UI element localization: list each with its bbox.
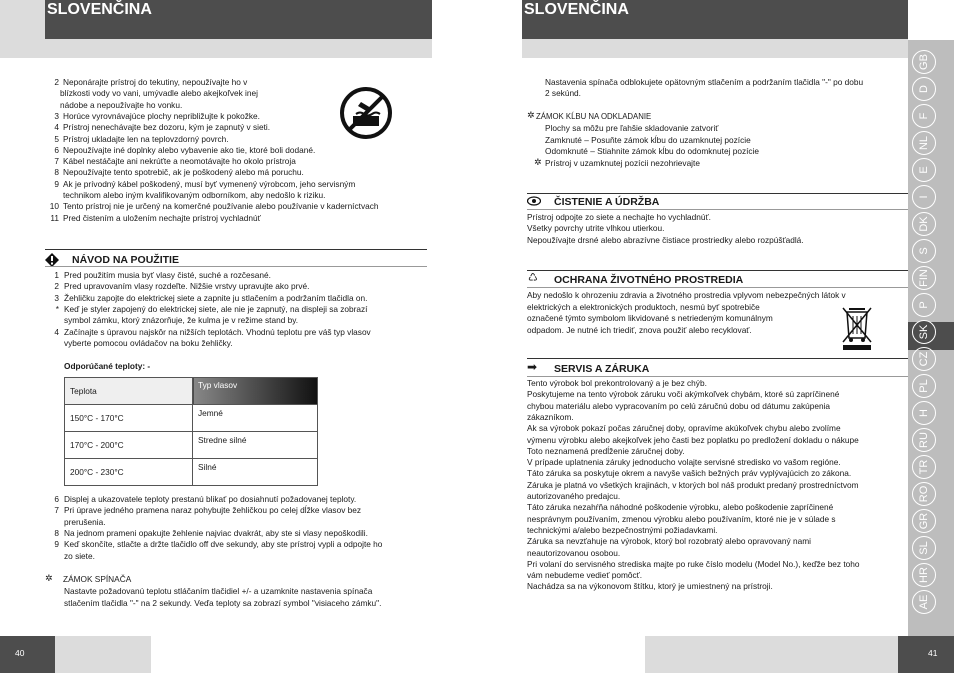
right-header-title: SLOVENČINA [524, 1, 629, 18]
cleaning-section-title: ČISTENIE A ÚDRŽBA [554, 196, 660, 208]
left-footer-dark [0, 636, 55, 673]
list-item-text: Žehličku zapojte do elektrickej siete a zapnite ju stlačením a podržaním tlačidla on. [64, 292, 368, 303]
language-tab-cz[interactable]: CZ [912, 347, 936, 371]
service-line: chybou materiálu alebo vypracovaním po celú záručnú dobu od dátumu zakúpenia [527, 400, 831, 411]
sun-lock-icon: ✲ [45, 573, 53, 583]
language-tab-sk[interactable]: SK [912, 320, 936, 344]
joint-line: Plochy sa môžu pre ľahšie skladovanie zatvoriť [545, 123, 719, 133]
environment-section-title: OCHRANA ŽIVOTNÉHO PROSTREDIA [554, 274, 744, 286]
list-item-number: 11 [50, 212, 59, 223]
service-line: vám nebudeme vedieť pomôcť. [527, 570, 643, 581]
switch-lock-title: ZÁMOK SPÍNAČA [63, 574, 132, 584]
joint-line: Zamknuté – Posuňte zámok kĺbu do uzamknutej pozície [545, 135, 751, 145]
usage-section-rule [45, 249, 427, 250]
service-line: Táto záruka nezahŕňa náhodné poškodenie výrobku, alebo poškodenie zapríčinené [527, 502, 834, 513]
list-item-text: blízkosti vody vo vani, umývadle alebo akejkoľvek inej [60, 88, 258, 99]
service-underline [527, 376, 908, 377]
clean-line: Prístroj odpojte zo siete a nechajte ho vychladnúť. [527, 212, 711, 222]
list-item-number: 2 [54, 281, 59, 292]
list-item-number: 1 [54, 270, 59, 280]
table-cell: Silné [193, 459, 318, 486]
list-item-text: Keď je styler zapojený do elektrickej siete, ale nie je zapnutý, na displeji sa zobrazí [64, 303, 368, 314]
table-cell: Jemné [193, 405, 318, 432]
language-tab-ro[interactable]: RO [912, 482, 936, 506]
table-cell: 170°C - 200°C [65, 432, 193, 459]
language-tab-tr[interactable]: TR [912, 455, 936, 479]
list-item-text: Kábel nestáčajte ani nekrúťte a neomotávajte ho okolo prístroja [63, 156, 296, 167]
language-tab-e[interactable]: E [912, 158, 936, 182]
language-tab-ae[interactable]: AE [912, 590, 936, 614]
list-item-text: Ak je prívodný kábel poškodený, musí byť vymenený výrobcom, jeho servisným [63, 178, 356, 189]
list-item-text: Horúce vyrovnávajúce plochy nepribližujte k pokožke. [63, 110, 260, 121]
clean-underline [527, 209, 908, 210]
service-line: Pri volaní do servisného strediska majte po ruke číslo modelu (Model No.), keďže bez toho [527, 558, 860, 569]
list-item-number: 10 [49, 201, 59, 212]
table-cell: Stredne silné [193, 432, 318, 459]
list-item-number: 4 [54, 326, 59, 337]
language-tab-p[interactable]: P [912, 293, 936, 317]
service-line: Poskytujeme na tento výrobok záruku voči akýmkoľvek chybám, ktoré sú zapríčinené [527, 389, 840, 400]
list-item-text: Neponárajte prístroj do tekutiny, nepoužívajte ho v [63, 77, 248, 87]
switch-lock-line: stlačením tlačidla "-" na 2 sekundy. Veďa teploty sa zobrazí symbol "visiaceho zámku". [64, 598, 382, 608]
env-line: Aby nedošlo k ohrozeniu zdravia a životného prostredia vplyvom nebezpečných látok v [527, 290, 846, 300]
service-line: Táto záruka sa poskytuje okrem a navyše vašich bežných práv vyplývajúcich zo zákona. [527, 468, 852, 479]
language-tab-s[interactable]: S [912, 239, 936, 263]
clean-line: Nepoužívajte drsné alebo abrazívne čistiace prostriedky alebo rozpúšťadlá. [527, 235, 804, 245]
usage-section-underline [45, 266, 427, 267]
list-item-number: 9 [54, 178, 59, 189]
env-underline [527, 287, 908, 288]
switch-lock-line: Nastavte požadovanú teplotu stláčaním tlačidiel +/- a uzamknite nastavenia spínača [64, 586, 373, 596]
service-rule [527, 358, 908, 359]
language-tab-h[interactable]: H [912, 401, 936, 425]
service-line: Záruka sa nevzťahuje na výrobok, ktorý bol rozobratý alebo opravovaný nami [527, 536, 811, 547]
list-item-text: Pred použitím musia byť vlasy čisté, suché a rozčesané. [64, 270, 271, 280]
table-header-row [65, 378, 318, 405]
list-item-number: * [55, 303, 59, 314]
intro-line: Nastavenia spínača odblokujete opätovným stlačením a podržaním tlačidla "-" po dobu [545, 77, 864, 87]
list-item-text: Pred upravovaním vlasy rozdeľte. Nižšie vrstvy upravujte ako prvé. [64, 281, 310, 292]
list-item-text: Na jednom prameni opakujte žehlenie najviac dvakrát, aby ste si vlasy nepoškodili. [64, 527, 368, 538]
left-page-header [45, 0, 432, 39]
language-tab-hr[interactable]: HR [912, 563, 936, 587]
list-item-text: Pred čistením a uložením nechajte prístroj vychladnúť [63, 212, 261, 223]
list-item-number: 2 [54, 77, 59, 87]
warning-icon [45, 253, 59, 267]
table-header-cell: Typ vlasov [193, 378, 318, 405]
sun-lock-icon: ✲ [527, 110, 535, 120]
list-item-number: 6 [54, 494, 59, 504]
joint-lock-title: ZÁMOK KĹBU NA ODKLADANIE [536, 112, 652, 121]
list-item-number: 3 [54, 110, 59, 121]
list-item-text: technikom alebo iným kvalifikovaným odborníkom, aby nedošlo k riziku. [63, 190, 326, 200]
list-item-number: 3 [54, 292, 59, 303]
list-item-text: Displej a ukazovatele teploty prestanú blikať po dosiahnutí požadovanej teploty. [64, 494, 357, 504]
list-item-number: 8 [54, 167, 59, 178]
language-tab-nl[interactable]: NL [912, 131, 936, 155]
service-line: neautorizovanou osobou. [527, 547, 621, 558]
table-row [65, 432, 318, 459]
table-cell: 150°C - 170°C [65, 405, 193, 432]
temperature-table [64, 377, 318, 486]
joint-line: Odomknuté – Stiahnite zámok kĺbu do odomknutej pozície [545, 146, 759, 156]
language-tab-sl[interactable]: SL [912, 536, 936, 560]
list-item-text: prerušenia. [64, 516, 106, 527]
arrow-right-icon: ➡ [527, 360, 538, 374]
table-row [65, 405, 318, 432]
list-item-text: nádobe a nepoužívajte ho vonku. [60, 99, 183, 110]
list-item-number: 6 [54, 144, 59, 155]
weee-bin-icon [840, 304, 874, 350]
language-tab-gb[interactable]: GB [912, 50, 936, 74]
service-line: výmenu výrobku alebo akejkoľvek jeho časti bez poplatku po predložení dokladu o nákupe [527, 434, 859, 445]
service-line: autorizovaného predajcu. [527, 491, 621, 501]
service-line: Ak sa výrobok pokazí počas záručnej doby, opravíme akúkoľvek chybu alebo zvolíme [527, 423, 841, 434]
language-tab-fin[interactable]: FIN [912, 266, 936, 290]
language-tab-d[interactable]: D [912, 77, 936, 101]
env-line: odpadom. Je nutné ich triediť, znova použiť alebo recyklovať. [527, 325, 752, 335]
intro-line: 2 sekúnd. [545, 88, 581, 98]
list-item-number: 5 [54, 133, 59, 144]
right-page-header [522, 0, 908, 39]
list-item-number: 8 [54, 527, 59, 538]
recycle-icon: ♺ [528, 272, 538, 284]
service-line: zákazníkom. [527, 411, 574, 422]
list-item-text: Tento prístroj nie je určený na komerčné používanie alebo používanie v kaderníctvach [63, 201, 379, 212]
env-line: označené týmto symbolom likvidované s netriedeným komunálnym [527, 313, 773, 323]
table-row [65, 459, 318, 486]
left-header-title: SLOVENČINA [47, 1, 152, 18]
service-line: Záruka je platná vo všetkých krajinách, v ktorých bol náš produkt predaný prostredníctvom [527, 479, 859, 490]
list-item-text: Prístroj ukladajte len na teplovzdorný povrch. [63, 133, 229, 144]
list-item-text: Nepoužívajte tento spotrebič, ak je poškodený alebo má poruchu. [63, 167, 304, 178]
list-item-text: Začínajte s úpravou najskôr na nižších teplotách. Vhodnú teplotu pre váš typ vlasov [64, 326, 371, 337]
right-page-number: 41 [928, 648, 938, 658]
right-footer-grey [645, 636, 898, 673]
list-item-text: Keď skončíte, stlačte a držte tlačidlo off dve sekundy, aby ste prístroj vypli a odpojte ho [64, 539, 383, 550]
joint-note: Prístroj v uzamknutej pozícii nezohrievajte [545, 158, 700, 168]
list-item-text: Nepoužívajte iné doplnky alebo vybavenie ako tie, ktoré boli dodané. [63, 144, 316, 155]
list-item-text: symbol zámku, ktorý znázorňuje, že kulma je v režime stand by. [64, 315, 299, 326]
list-item-text: vyberte pomocou ovládačov na boku žehličky. [64, 337, 233, 348]
service-line: technickými a/alebo bezpečnostnými požiadavkami. [527, 524, 718, 535]
right-footer-dark [898, 636, 954, 673]
list-item-number: 9 [54, 539, 59, 550]
language-tab-ru[interactable]: RU [912, 428, 936, 452]
list-item-text: Pri úprave jedného pramena naraz pohybujte žehličkou po celej dĺžke vlasov bez [64, 505, 362, 516]
service-line: nesprávnym používaním, zmenou výrobku alebo používaním, ktoré nie je v súlade s [527, 513, 836, 524]
table-header-cell: Teplota [65, 378, 193, 405]
eye-icon [527, 196, 541, 206]
list-item-number: 7 [54, 156, 59, 167]
service-line: Toto neznamená predĺženie záručnej doby. [527, 445, 685, 456]
no-water-icon [339, 86, 393, 140]
table-cell: 200°C - 230°C [65, 459, 193, 486]
list-item-text: zo siete. [64, 550, 95, 561]
left-footer-grey [55, 636, 151, 673]
clean-line: Všetky povrchy utrite vlhkou utierkou. [527, 223, 665, 233]
language-tab-pl[interactable]: PL [912, 374, 936, 398]
list-item-number: 4 [54, 122, 59, 133]
sun-lock-icon: ✲ [534, 157, 542, 167]
service-line: V prípade uplatnenia záruky jednoducho volajte servisné stredisko vo vašom regióne. [527, 457, 841, 468]
env-rule [527, 270, 908, 271]
service-line: Nachádza sa na výkonovom štítku, ktorý je umiestnený na prístroji. [527, 581, 773, 592]
language-tab-dk[interactable]: DK [912, 212, 936, 236]
service-section-title: SERVIS A ZÁRUKA [554, 363, 650, 375]
language-tab-f[interactable]: F [912, 104, 936, 128]
usage-section-title: NÁVOD NA POUŽITIE [72, 254, 179, 266]
service-line: Tento výrobok bol prekontrolovaný a je bez chýb. [527, 378, 707, 388]
temp-heading: Odporúčané teploty: - [64, 361, 151, 371]
left-page-number: 40 [15, 648, 25, 658]
list-item-text: Prístroj nenechávajte bez dozoru, kým je zapnutý v sieti. [63, 122, 271, 133]
env-line: elektrických a elektronických produktoch, nesmú byť spotrebiče [527, 302, 760, 312]
language-tab-gr[interactable]: GR [912, 509, 936, 533]
clean-rule [527, 193, 908, 194]
list-item-number: 7 [54, 505, 59, 516]
language-tab-i[interactable]: I [912, 185, 936, 209]
